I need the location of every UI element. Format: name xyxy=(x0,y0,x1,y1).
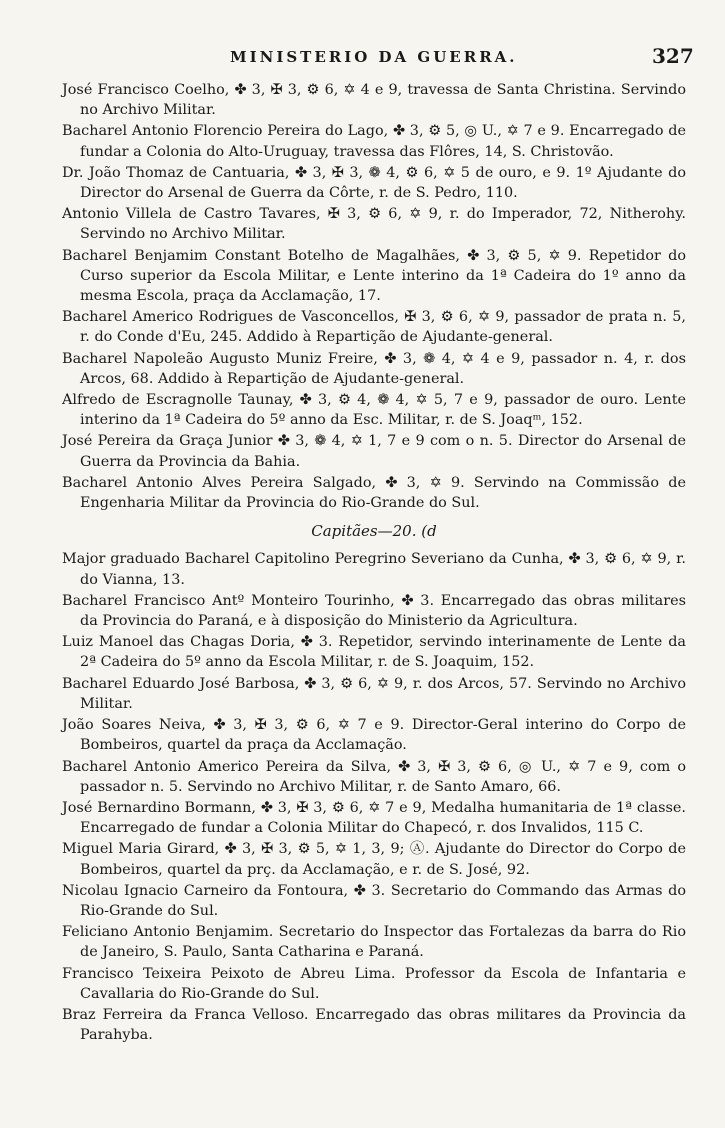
list-item: João Soares Neiva, ✤ 3, ✠ 3, ⚙ 6, ✡ 7 e 9. Director-Geral interino do Corpo de Bombeiros, quartel da praça da Acclamação. xyxy=(62,717,686,754)
list-item: José Francisco Coelho, ✤ 3, ✠ 3, ⚙ 6, ✡ 4 e 9, travessa de Santa Christina. Servindo no Archivo Militar. xyxy=(62,82,686,119)
page-header xyxy=(0,40,725,70)
list-item: Braz Ferreira da Franca Velloso. Encarregado das obras militares da Provincia da Parahyba. xyxy=(62,1006,686,1044)
page-number: 327 xyxy=(652,44,694,68)
list-item: Dr. João Thomaz de Cantuaria, ✤ 3, ✠ 3, ❁ 4, ⚙ 6, ✡ 5 de ouro, e 9. 1º Ajudante do Director do Arsenal de Guerra da Côrte, r. de S. Pedro, 110. xyxy=(62,164,686,202)
list-item: Antonio Villela de Castro Tavares, ✠ 3, ⚙ 6, ✡ 9, r. do Imperador, 72, Nitherohy. Servindo no Archivo Militar. xyxy=(62,206,686,243)
list-item: José Bernardino Bormann, ✤ 3, ✠ 3, ⚙ 6, ✡ 7 e 9, Medalha humanitaria de 1ª classe. Encarregado de fundar a Colonia Militar do Chapecó, r. dos Invalidos, 115 C. xyxy=(62,799,686,837)
list-item: Bacharel Americo Rodrigues de Vasconcellos, ✠ 3, ⚙ 6, ✡ 9, passador de prata n. 5, r. do Conde d'Eu, 245. Addido à Repartição de Ajudante-general. xyxy=(62,309,686,346)
section-heading: Capitães—20. (d xyxy=(311,522,437,541)
list-item: Bacharel Benjamim Constant Botelho de Magalhães, ✤ 3, ⚙ 5, ✡ 9. Repetidor do Curso superior da Escola Militar, e Lente interino da 1ª Cadeira do 1º anno da mesma Escola, praça da Acclamação, 17. xyxy=(62,247,686,305)
list-item: José Pereira da Graça Junior ✤ 3, ❁ 4, ✡ 1, 7 e 9 com o n. 5. Director do Arsenal de Guerra da Provincia da Bahia. xyxy=(62,433,686,470)
list-item: Bacharel Napoleão Augusto Muniz Freire, ✤ 3, ❁ 4, ✡ 4 e 9, passador n. 4, r. dos Arcos, 68. Addido à Repartição de Ajudante-general. xyxy=(62,350,686,387)
list-item: Alfredo de Escragnolle Taunay, ✤ 3, ⚙ 4, ❁ 4, ✡ 5, 7 e 9, passador de ouro. Lente interino da 1ª Cadeira do 5º anno da Esc. Militar, r. de S. Joaqᵐ, 152. xyxy=(62,392,686,429)
list-item: Bacharel Antonio Florencio Pereira do Lago, ✤ 3, ⚙ 5, ◎ U., ✡ 7 e 9. Encarregado de fundar a Colonia do Alto-Uruguay, travessa das Flôres, 14, S. Christovão. xyxy=(62,123,686,160)
running-title: MINISTERIO DA GUERRA. xyxy=(230,48,518,66)
list-item: Feliciano Antonio Benjamim. Secretario do Inspector das Fortalezas da barra do Rio de Janeiro, S. Paulo, Santa Catharina e Paraná. xyxy=(62,924,686,961)
list-item: Nicolau Ignacio Carneiro da Fontoura, ✤ 3. Secretario do Commando das Armas do Rio-Grande do Sul. xyxy=(62,882,686,919)
list-item: Bacharel Francisco Antº Monteiro Tourinho, ✤ 3. Encarregado das obras militares da Provincia do Paraná, e à disposição do Ministerio da Agricultura. xyxy=(62,592,686,630)
list-item: Luiz Manoel das Chagas Doria, ✤ 3. Repetidor, servindo interinamente de Lente da 2ª Cadeira do 5º anno da Escola Militar, r. de S. Joaquim, 152. xyxy=(62,634,686,671)
list-item: Major graduado Bacharel Capitolino Peregrino Severiano da Cunha, ✤ 3, ⚙ 6, ✡ 9, r. do Vianna, 13. xyxy=(62,551,686,588)
list-item: Francisco Teixeira Peixoto de Abreu Lima. Professor da Escola de Infantaria e Cavallaria do Rio-Grande do Sul. xyxy=(62,965,686,1002)
list-item: Miguel Maria Girard, ✤ 3, ✠ 3, ⚙ 5, ✡ 1, 3, 9; Ⓐ. Ajudante do Director do Corpo de Bombeiros, quartel da prç. da Acclamação, e r. de S. José, 92. xyxy=(62,841,686,878)
list-item: Bacharel Antonio Alves Pereira Salgado, ✤ 3, ✡ 9. Servindo na Commissão de Engenharia Militar da Provincia do Rio-Grande do Sul. xyxy=(62,474,686,512)
list-item: Bacharel Eduardo José Barbosa, ✤ 3, ⚙ 6, ✡ 9, r. dos Arcos, 57. Servindo no Archivo Militar. xyxy=(62,675,686,712)
list-item: Bacharel Antonio Americo Pereira da Silva, ✤ 3, ✠ 3, ⚙ 6, ◎ U., ✡ 7 e 9, com o passador n. 5. Servindo no Archivo Militar, r. de Santo Amaro, 66. xyxy=(62,758,686,795)
register-entries xyxy=(62,80,686,1046)
